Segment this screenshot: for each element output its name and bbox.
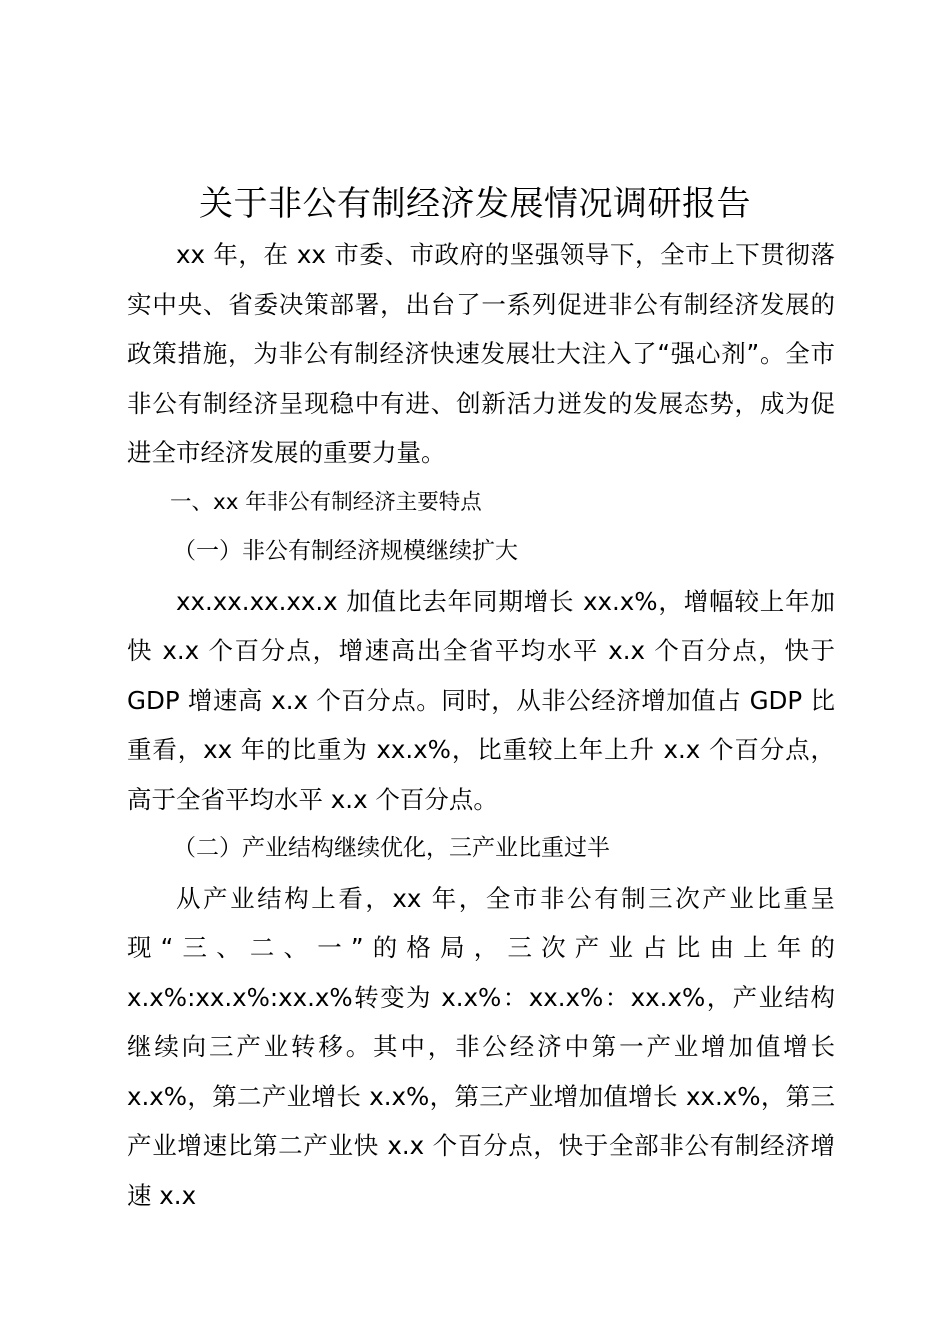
body-paragraph: 从产业结构上看，xx 年，全市非公有制三次产业比重呈现“三、二、一”的格局，三次产业占比由上年的 x.x%:xx.x%:xx.x%转变为 x.x%：xx.x%：xx.x%，产业结构继续向三产业转移。其中，非公经济中第一产业增加值增长 x.x%，第二产业增长 x.x%，第三产业增加值增长 xx.x%，第三产业增速比第二产业快 x.x 个百分点，快于全部非公有制经济增速 x.x <box>127 883 835 1210</box>
subsection-heading: （一）非公有制经济规模继续扩大 <box>173 538 518 564</box>
document-title: 关于非公有制经济发展情况调研报告 <box>199 184 751 224</box>
body-paragraph: xx.xx.xx.xx.x 加值比去年同期增长 xx.x%，增幅较上年加快 x.x 个百分点，增速高出全省平均水平 x.x 个百分点，快于 GDP 增速高 x.x 个百分点。同时，从非公经济增加值占 GDP 比重看，xx 年的比重为 xx.x%，比重较上年上升 x.x 个百分点，高于全省平均水平 x.x 个百分点。 <box>127 586 835 814</box>
document-body <box>127 230 835 1220</box>
section-heading: 一、xx 年非公有制经济主要特点 <box>170 489 482 515</box>
intro-paragraph: xx 年，在 xx 市委、市政府的坚强领导下，全市上下贯彻落实中央、省委决策部署，出台了一系列促进非公有制经济发展的政策措施，为非公有制经济快速发展壮大注入了“强心剂”。全市非公有制经济呈现稳中有进、创新活力迸发的发展态势，成为促进全市经济发展的重要力量。 <box>127 240 835 467</box>
subsection-heading: （二）产业结构继续优化，三产业比重过半 <box>173 835 610 861</box>
